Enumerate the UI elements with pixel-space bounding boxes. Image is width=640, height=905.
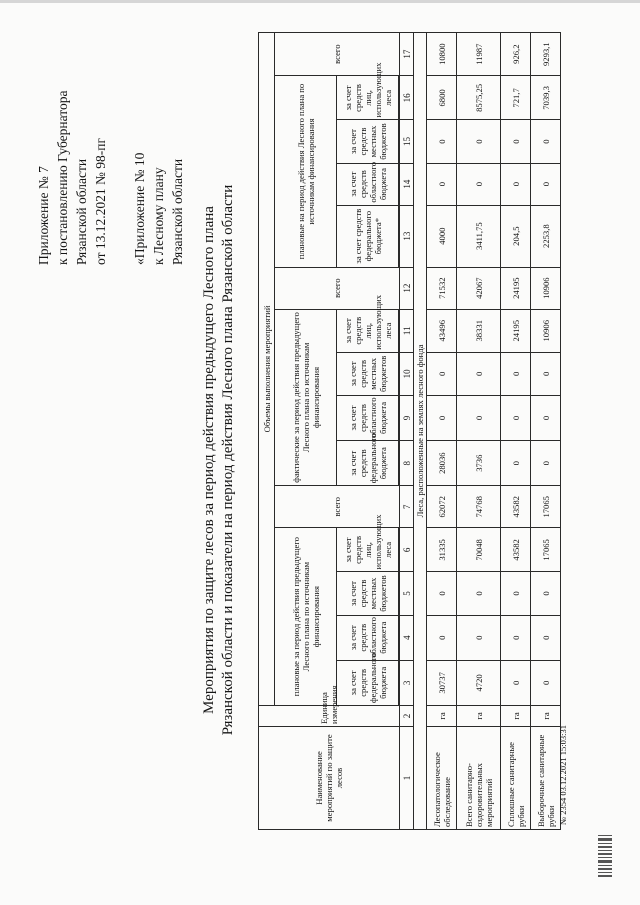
header-local-3: за счет средств местных бюджетов [337, 120, 399, 163]
row-value: 926,2 [501, 33, 531, 76]
header-local-2: за счет средств местных бюджетов [337, 352, 399, 395]
row-value: 0 [457, 572, 501, 615]
col-number: 15 [400, 120, 414, 163]
col-number: 9 [400, 395, 414, 440]
header-planned-new: плановые на период действия Лесного плана по источникам финансирования [275, 76, 337, 267]
col-number: 1 [400, 726, 414, 829]
header-regional-3: за счет средств областного бюджета [337, 163, 399, 205]
row-value: 0 [501, 572, 531, 615]
annex-lower [130, 153, 187, 265]
row-value: 24195 [501, 309, 531, 352]
header-volumes: Объемы выполнения мероприятий [259, 33, 275, 706]
row-value: 0 [531, 660, 561, 705]
row-value: 0 [531, 352, 561, 395]
row-value: 0 [501, 395, 531, 440]
forest-protection-table [258, 32, 561, 830]
row-value: 204,5 [501, 205, 531, 267]
row-value: 6800 [427, 76, 457, 120]
row-value: 11987 [457, 33, 501, 76]
row-value: 17065 [531, 486, 561, 528]
row-unit: га [501, 705, 531, 726]
annex-lower-line2: к Лесному плану [151, 167, 166, 265]
barcode-icon [596, 833, 614, 877]
stamp-barcode [596, 833, 614, 877]
header-local-1: за счет средств местных бюджетов [337, 572, 399, 615]
col-number: 8 [400, 441, 414, 486]
annex-upper-line3: Рязанской области [74, 158, 89, 265]
row-value: 0 [427, 615, 457, 660]
header-unit: Единица измерения [259, 705, 400, 726]
row-value: 721,7 [501, 76, 531, 120]
header-regional-1: за счет средств областного бюджета [337, 615, 399, 660]
row-value: 38331 [457, 309, 501, 352]
row-value: 28036 [427, 441, 457, 486]
row-value: 0 [457, 395, 501, 440]
col-number: 7 [400, 486, 414, 528]
header-users-3: за счет средств лиц, использующих леса [337, 76, 399, 120]
header-planned-prev: плановые за период действия предыдущего Лесного плана по источникам финансирования [275, 528, 337, 706]
row-value: 43582 [501, 486, 531, 528]
row-value: 0 [427, 163, 457, 205]
row-value: 0 [501, 352, 531, 395]
row-value: 0 [531, 163, 561, 205]
row-value: 74768 [457, 486, 501, 528]
row-value: 43582 [501, 528, 531, 572]
row-value: 17065 [531, 528, 561, 572]
col-number: 12 [400, 267, 414, 309]
row-value: 0 [501, 120, 531, 163]
row-value: 0 [427, 572, 457, 615]
col-number: 5 [400, 572, 414, 615]
row-value: 0 [501, 615, 531, 660]
row-value: 0 [457, 120, 501, 163]
header-name: Наименование мероприятий по защите лесов [259, 726, 400, 829]
row-name: Лесопатологическое обследование [427, 726, 457, 829]
col-number: 13 [400, 205, 414, 267]
header-federal-1: за счет средств федерального бюджета [337, 660, 399, 705]
row-value: 0 [457, 615, 501, 660]
row-value: 3411,75 [457, 205, 501, 267]
header-users-1: за счет средств лиц, использующих леса [337, 528, 399, 572]
row-value: 3736 [457, 441, 501, 486]
row-unit: га [457, 705, 501, 726]
column-number-row [400, 33, 414, 830]
header-total-2: всего [275, 267, 400, 309]
row-value: 8575,25 [457, 76, 501, 120]
row-value: 7039,3 [531, 76, 561, 120]
row-value: 62072 [427, 486, 457, 528]
header-regional-2: за счет средств областного бюджета [337, 395, 399, 440]
row-value: 10800 [427, 33, 457, 76]
row-value: 4000 [427, 205, 457, 267]
row-value: 0 [501, 441, 531, 486]
row-value: 70048 [457, 528, 501, 572]
table-row [457, 33, 501, 830]
title-line2: Рязанской области и показатели на период действия Лесного плана Рязанской области [220, 184, 236, 736]
document-title [200, 75, 238, 845]
col-number: 17 [400, 33, 414, 76]
row-value: 0 [531, 441, 561, 486]
row-value: 0 [501, 660, 531, 705]
annex-upper-line4: от 13.12.2021 № 98-пг [93, 138, 108, 265]
row-value: 30737 [427, 660, 457, 705]
annex-upper-line2: к постановлению Губернатора [55, 90, 70, 265]
row-value: 42067 [457, 267, 501, 309]
row-value: 31335 [427, 528, 457, 572]
table-row [501, 33, 531, 830]
col-number: 11 [400, 309, 414, 352]
col-number: 10 [400, 352, 414, 395]
row-value: 0 [531, 120, 561, 163]
col-number: 14 [400, 163, 414, 205]
row-value: 71532 [427, 267, 457, 309]
header-federal-3: за счет средств федерального бюджета* [337, 205, 399, 267]
row-value: 0 [427, 120, 457, 163]
row-value: 0 [457, 163, 501, 205]
annex-lower-line1: «Приложение № 10 [132, 152, 147, 265]
row-unit: га [427, 705, 457, 726]
row-value: 0 [501, 163, 531, 205]
col-number: 3 [400, 660, 414, 705]
header-total-3: всего [275, 33, 400, 76]
row-value: 0 [531, 572, 561, 615]
row-value: 0 [457, 352, 501, 395]
row-name: Всего санитарно-оздоровительных мероприятий [457, 726, 501, 829]
annex-lower-line3: Рязанской области [170, 158, 185, 265]
row-value: 0 [427, 395, 457, 440]
header-federal-2: за счет средств федерального бюджета [337, 441, 399, 486]
header-users-2: за счет средств лиц, использующих леса [337, 309, 399, 352]
annex-upper [34, 91, 110, 265]
section-label: Леса, расположенные на землях лесного фонда [414, 33, 427, 830]
row-value: 0 [531, 615, 561, 660]
row-name: Выборочные санитарные рубки [531, 726, 561, 829]
row-unit: га [531, 705, 561, 726]
row-value: 0 [531, 395, 561, 440]
annex-upper-line1: Приложение № 7 [36, 166, 51, 265]
header-total-1: всего [275, 486, 400, 528]
col-number: 6 [400, 528, 414, 572]
row-value: 0 [427, 352, 457, 395]
row-value: 43496 [427, 309, 457, 352]
table-body [427, 33, 561, 830]
col-number: 4 [400, 615, 414, 660]
row-value: 4720 [457, 660, 501, 705]
row-name: Сплошные санитарные рубки [501, 726, 531, 829]
doc-registration: № 2354 03.12.2021 15:03:31 [558, 725, 568, 825]
row-value: 2253,8 [531, 205, 561, 267]
row-value: 9293,1 [531, 33, 561, 76]
table-row [531, 33, 561, 830]
table-row [427, 33, 457, 830]
col-number: 16 [400, 76, 414, 120]
row-value: 10906 [531, 309, 561, 352]
row-value: 24195 [501, 267, 531, 309]
row-value: 10906 [531, 267, 561, 309]
col-number: 2 [400, 705, 414, 726]
title-line1: Мероприятия по защите лесов за период действия предыдущего Лесного плана [201, 206, 217, 714]
header-actual-prev: фактические за период действия предыдущего Лесного плана по источникам финансирования [275, 309, 337, 486]
